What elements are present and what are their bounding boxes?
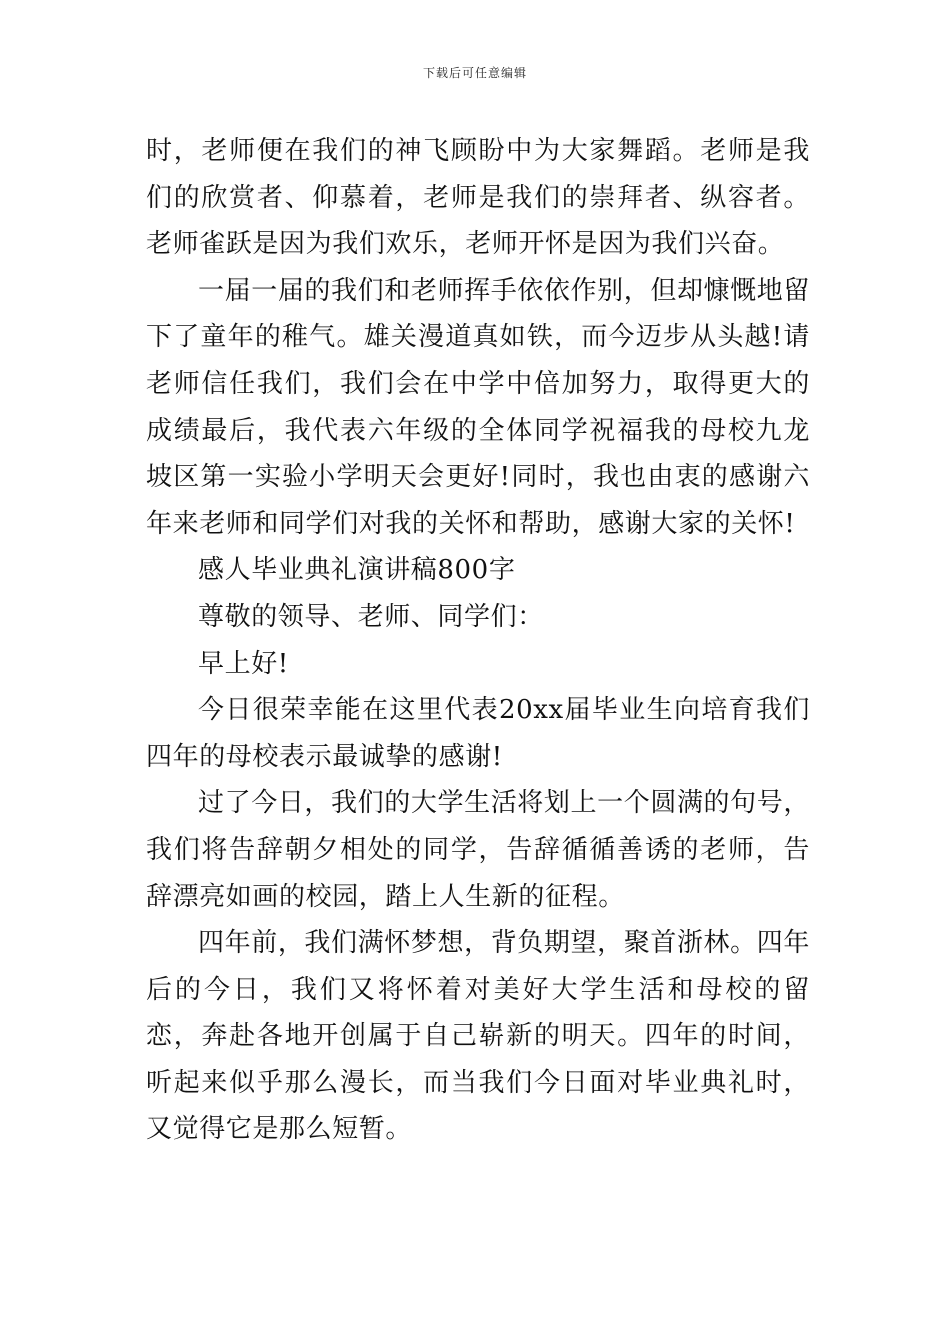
paragraph: 四年前，我们满怀梦想，背负期望，聚首浙林。四年后的今日，我们又将怀着对美好大学生活和母校的留恋，奔赴各地开创属于自己崭新的明天。四年的时间，听起来似乎那么漫长，而当我们今日面对毕业典礼时，又觉得它是那么短暂。 xyxy=(146,928,810,1145)
section-title: 感人毕业典礼演讲稿800字 xyxy=(198,555,516,586)
page-header: 下载后可任意编辑 xyxy=(422,66,527,80)
greeting: 早上好! xyxy=(198,648,289,679)
paragraph: 时，老师便在我们的神飞顾盼中为大家舞蹈。老师是我们的欣赏者、仰慕着，老师是我们的崇拜者、纵容者。老师雀跃是因为我们欢乐，老师开怀是因为我们兴奋。 xyxy=(146,136,810,260)
document-body xyxy=(146,128,810,1153)
paragraph: 过了今日，我们的大学生活将划上一个圆满的句号，我们将告辞朝夕相处的同学，告辞循循善诱的老师，告辞漂亮如画的校园，踏上人生新的征程。 xyxy=(146,788,810,912)
salutation: 尊敬的领导、老师、同学们： xyxy=(198,601,544,632)
paragraph: 今日很荣幸能在这里代表20xx届毕业生向培育我们四年的母校表示最诚挚的感谢! xyxy=(146,695,810,772)
paragraph: 一届一届的我们和老师挥手依依作别，但却慷慨地留下了童年的稚气。雄关漫道真如铁，而今迈步从头越!请老师信任我们，我们会在中学中倍加努力，取得更大的成绩最后，我代表六年级的全体同学祝福我的母校九龙坡区第一实验小学明天会更好!同时，我也由衷的感谢六年来老师和同学们对我的关怀和帮助，感谢大家的关怀! xyxy=(146,275,810,539)
